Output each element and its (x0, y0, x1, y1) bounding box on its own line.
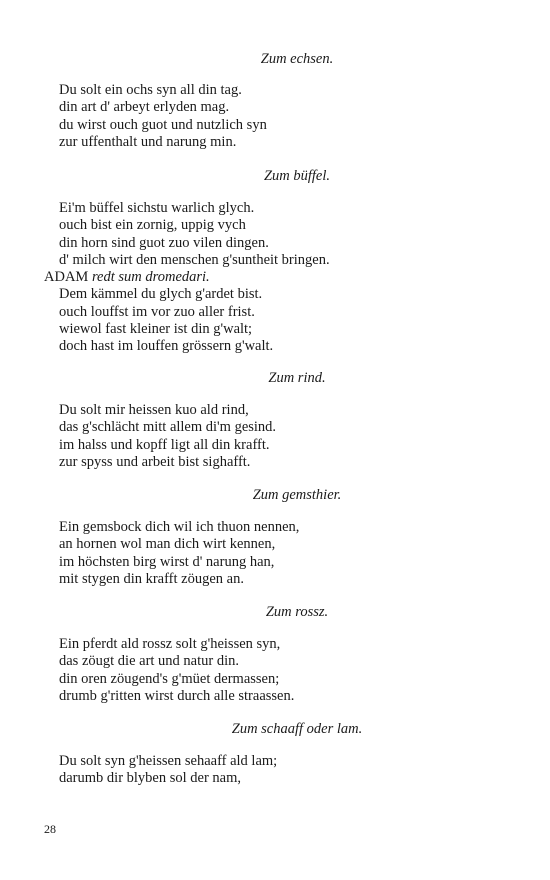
speaker-name: ADAM (44, 269, 92, 286)
section-heading: Zum büffel. (263, 168, 331, 184)
verse-line: din horn sind guot zuo vilen dingen. (59, 234, 269, 251)
verse-line: im höchsten birg wirst d' narung han, (59, 553, 275, 570)
verse-line: Du solt mir heissen kuo ald rind, (59, 402, 249, 418)
section-heading: Zum gemsthier. (252, 487, 342, 503)
stanza (59, 402, 276, 471)
verse-line: d' milch wirt den menschen g'suntheit bringen. (59, 251, 330, 268)
verse-line: das g'schlächt mitt allem di'm gesind. (59, 419, 277, 436)
verse-line: din oren zöugend's g'müet dermassen; (59, 670, 280, 687)
verse-line: Ei'm büffel sichstu warlich glych. (59, 200, 255, 216)
verse-line: zur uffenthalt und narung min. (59, 133, 237, 150)
verse-line: Du solt syn g'heissen sehaaff ald lam; (59, 753, 278, 769)
stanza (59, 636, 294, 705)
stage-direction: redt sum dromedari. (91, 269, 210, 286)
verse-line: Dem kämmel du glych g'ardet bist. (59, 286, 263, 303)
verse-line: din art d' arbeyt erlyden mag. (59, 99, 230, 116)
verse-line: Du solt ein ochs syn all din tag. (59, 82, 242, 98)
stanza (59, 519, 299, 588)
verse-line: darumb dir blyben sol der nam, (59, 770, 242, 787)
section-heading: Zum rind. (268, 370, 326, 386)
verse-line: du wirst ouch guot und nutzlich syn (59, 116, 267, 133)
stanza (44, 200, 330, 356)
verse-line: an hornen wol man dich wirt kennen, (59, 536, 276, 553)
verse-line: Ein pferdt ald rossz solt g'heissen syn, (59, 636, 281, 652)
verse-line: doch hast im louffen grössern g'walt. (59, 338, 274, 355)
stanza (59, 753, 277, 788)
page-number: 28 (44, 822, 56, 836)
speaker-line (44, 269, 330, 286)
stanza (59, 82, 267, 151)
verse-line: wiewol fast kleiner ist din g'walt; (59, 321, 253, 338)
section-heading: Zum echsen. (260, 51, 334, 67)
verse-line: ouch louffst im vor zuo aller frist. (59, 303, 255, 320)
section-heading: Zum rossz. (265, 604, 329, 620)
verse-line: das zöugt die art und natur din. (59, 653, 239, 670)
verse-line: Ein gemsbock dich wil ich thuon nennen, (59, 519, 300, 535)
verse-line: im halss und kopff ligt all din krafft. (59, 436, 270, 453)
section-heading: Zum schaaff oder lam. (231, 721, 363, 737)
verse-line: ouch bist ein zornig, uppig vych (59, 217, 246, 234)
verse-line: drumb g'ritten wirst durch alle straassen. (59, 687, 295, 704)
verse-line: mit stygen din krafft zöugen an. (59, 570, 244, 587)
verse-line: zur spyss und arbeit bist sighafft. (59, 453, 251, 470)
